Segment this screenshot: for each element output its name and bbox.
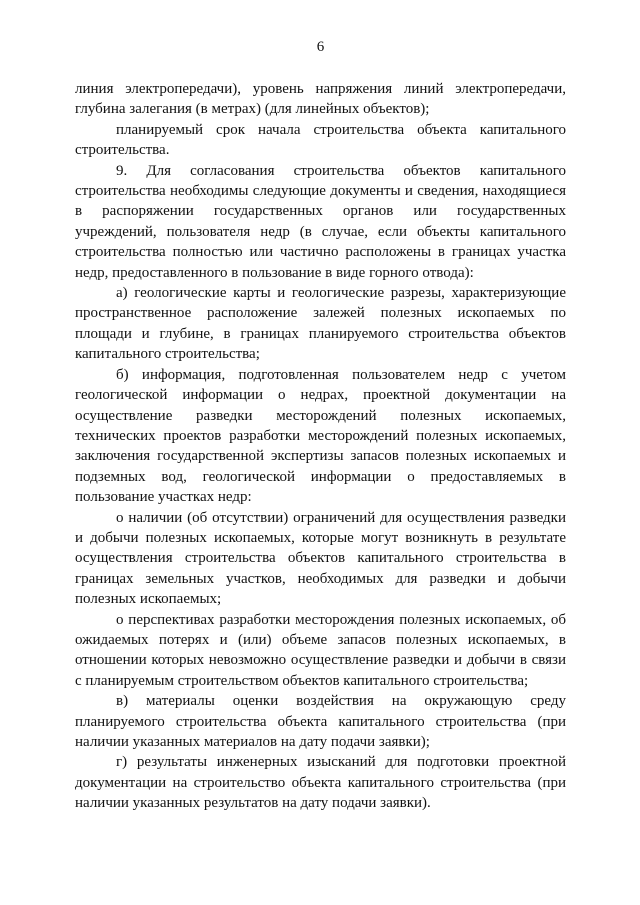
paragraph-construction-start: планируемый срок начала строительства объекта капитального строительства. — [75, 121, 566, 159]
paragraph-item-b: б) информация, подготовленная пользователем недр с учетом геологической информации о недрах, проектной документации на осуществление разведки месторождений полезных ископаемых, технических проектов разработки месторождений полезных ископаемых, заключения государственной экспертизы запасов полезных ископаемых и подземных вод, геологической информации о предоставляемых в пользование участках недр: — [75, 366, 566, 506]
page-number: 6 — [316, 39, 325, 55]
paragraph-line-types: линия электропередачи), уровень напряжения линий электропередачи, глубина залегания (в метрах) (для линейных объектов); — [75, 81, 566, 118]
paragraph-item-v: в) материалы оценки воздействия на окружающую среду планируемого строительства объекта капитального строительства (при наличии указанных материалов на дату подачи заявки); — [75, 693, 566, 750]
paragraph-item-a: а) геологические карты и геологические разрезы, характеризующие пространственное расположение залежей полезных ископаемых по площади и глубине, в границах планируемого строительства объектов капитального строительства; — [75, 285, 566, 363]
document-body — [75, 79, 566, 814]
paragraph-restrictions: о наличии (об отсутствии) ограничений для осуществления разведки и добычи полезных ископаемых, которые могут возникнуть в результате осуществления строительства объектов капитального строительства в границах земельных участков, необходимых для разведки и добычи полезных ископаемых; — [75, 509, 566, 608]
paragraph-prospects: о перспективах разработки месторождения полезных ископаемых, об ожидаемых потерях и (или) объеме запасов полезных ископаемых, в отношении которых невозможно осуществление разведки и добычи в связи с планируемым строительством объектов капитального строительства; — [75, 611, 566, 689]
paragraph-item-9: 9. Для согласования строительства объектов капитального строительства необходимы следующие документы и сведения, находящиеся в распоряжении государственных органов или государственных учреждений, пользователя недр (в случае, если объекты капитального строительства полностью или частично расположены в границах участка недр, предоставленного в пользование в виде горного отвода): — [75, 162, 566, 281]
paragraph-item-g: г) результаты инженерных изысканий для подготовки проектной документации на строительство объекта капитального строительства (при наличии указанных результатов на дату подачи заявки). — [75, 754, 566, 812]
